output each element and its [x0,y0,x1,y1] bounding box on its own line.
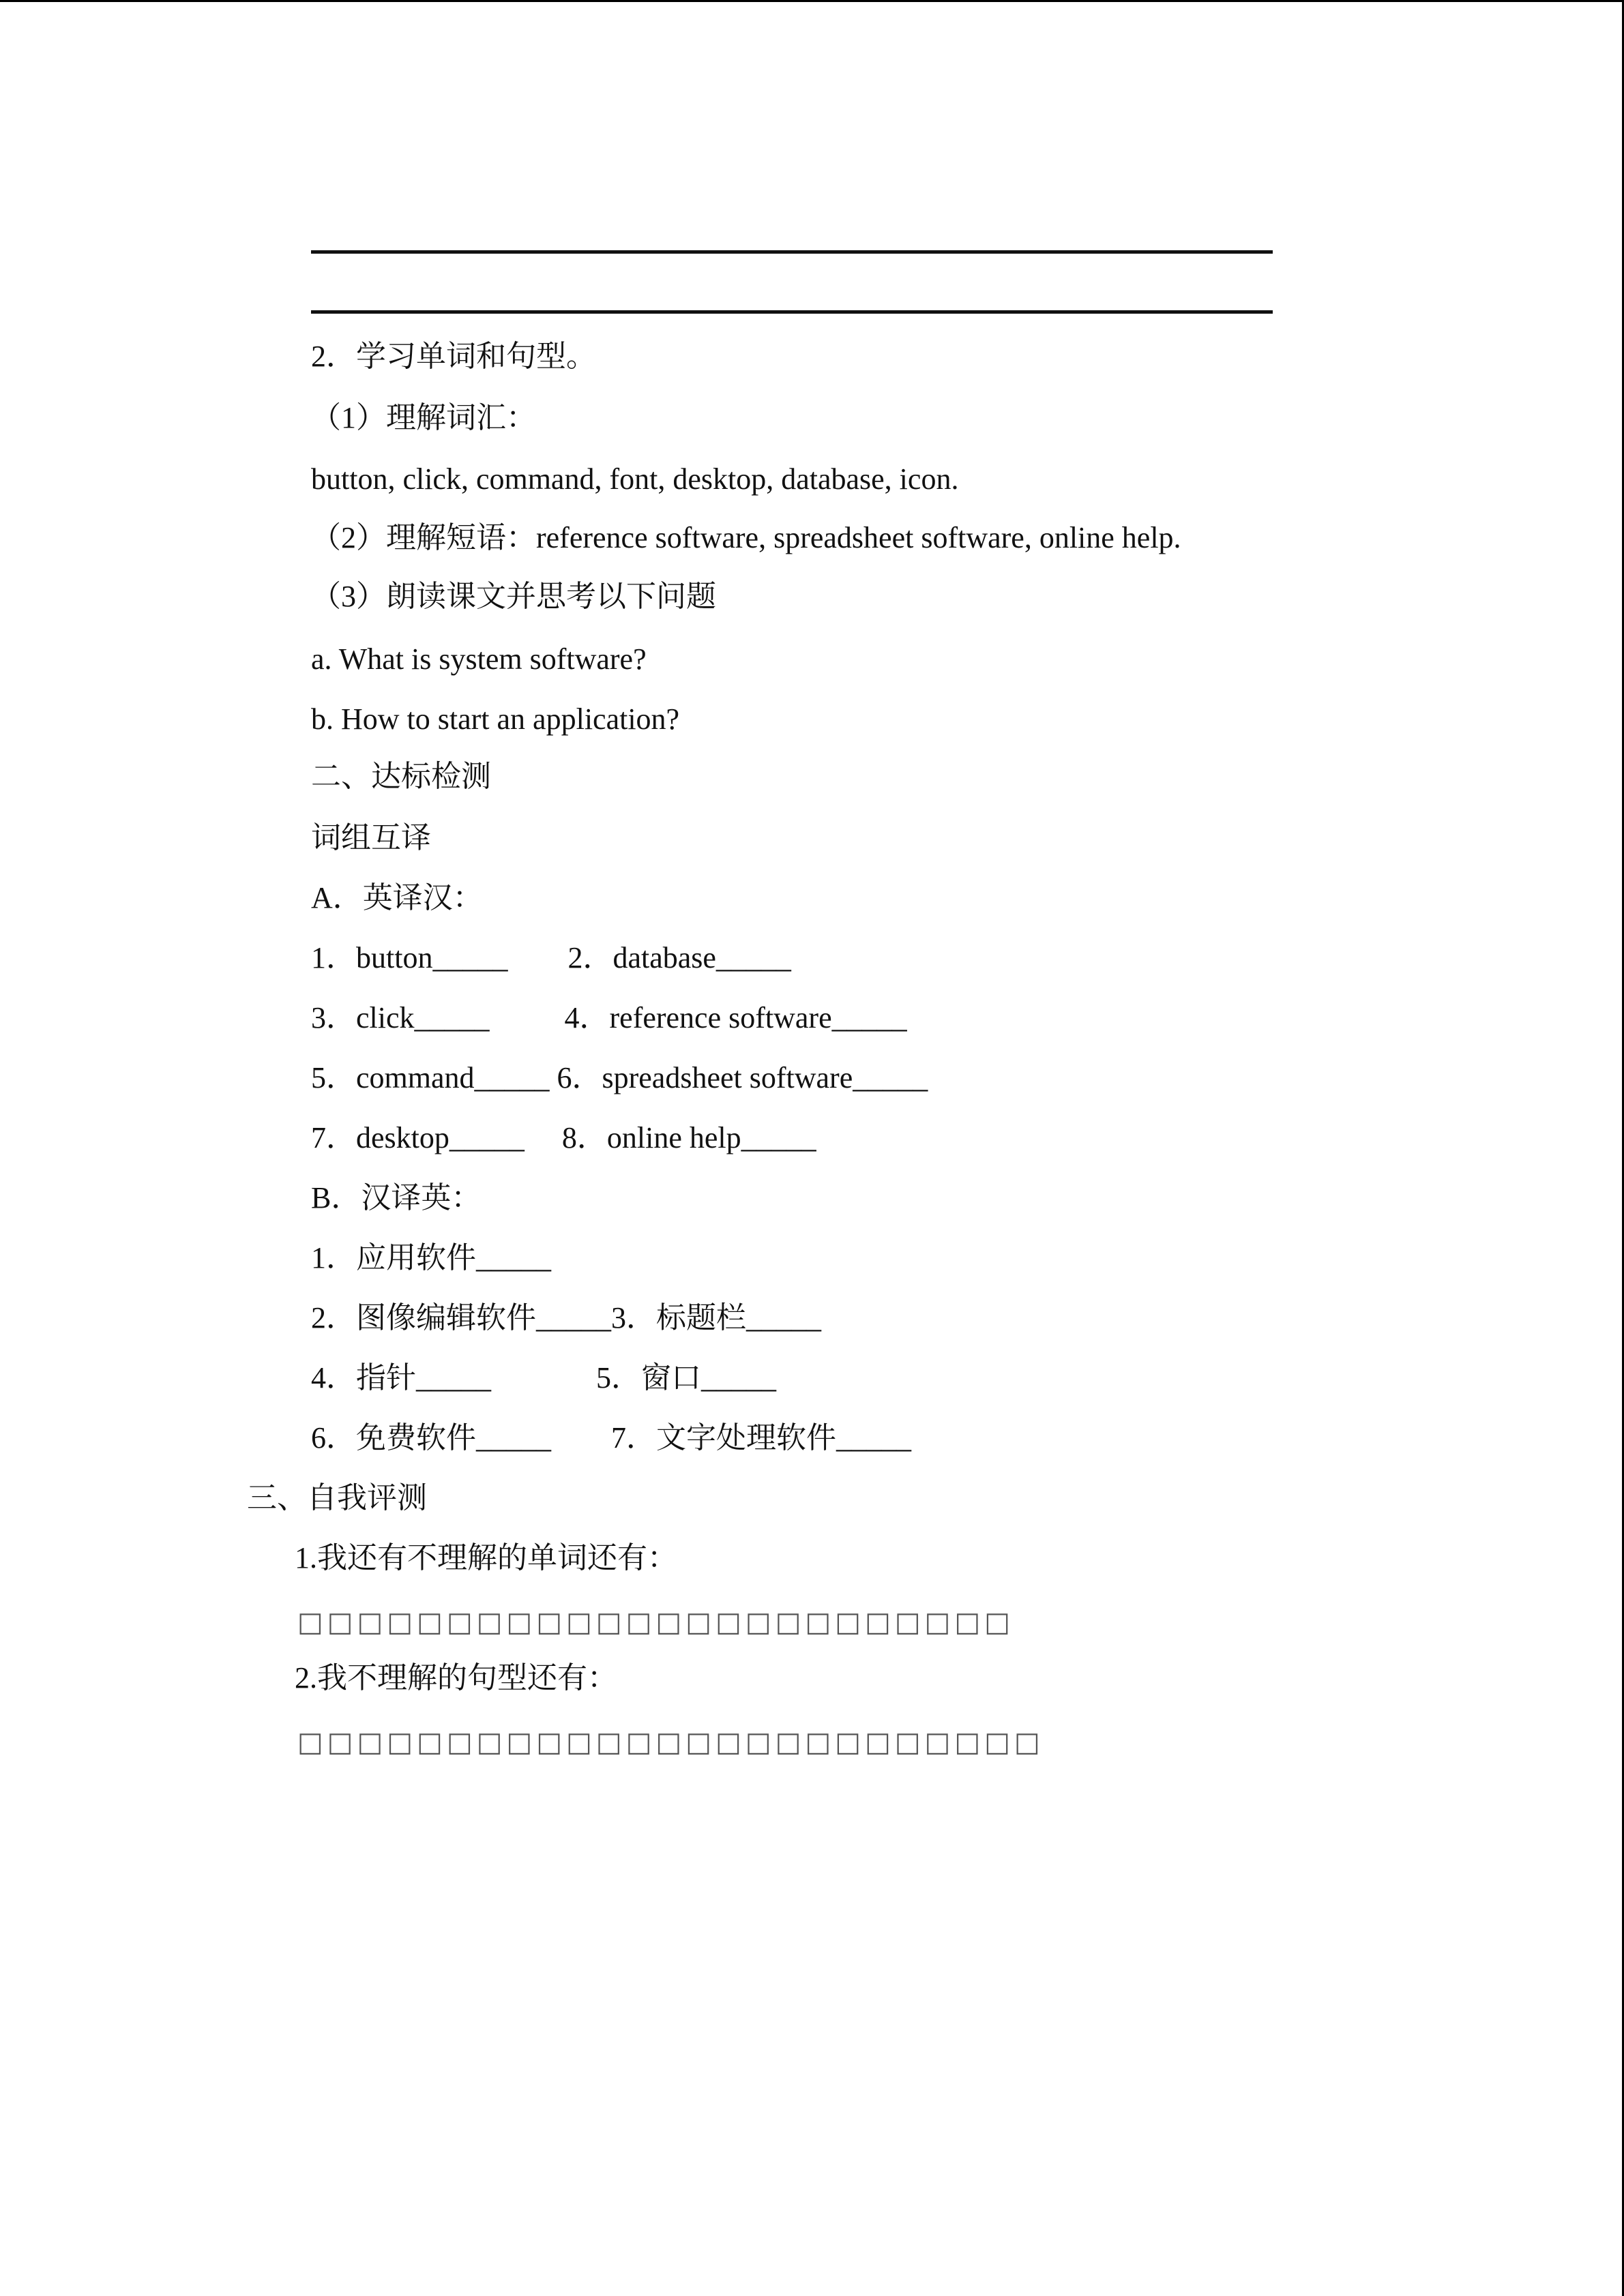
reading-heading: （3）朗读课文并思考以下问题 [311,580,716,613]
item-2-heading: 2．学习单词和句型。 [311,340,596,373]
part-b-row: 1．应用软件_____ [311,1241,551,1274]
answer-boxes: □□□□□□□□□□□□□□□□□□□□□□□□□ [297,1727,1044,1758]
part-b-row: 2．图像编辑软件_____3．标题栏_____ [311,1301,821,1335]
self-eval-item-1: 1.我还有不理解的单词还有： [295,1541,677,1575]
phrases-line: （2）理解短语：reference software, spreadsheet software, online help. [311,521,1181,554]
question-b: b. How to start an application? [311,702,680,736]
part-a-row: 3．click_____ 4．reference software_____ [311,1001,907,1034]
part-a-title: A．英译汉： [311,881,483,914]
section-3-title: 三、自我评测 [247,1481,427,1515]
part-b-row: 6．免费软件_____ 7．文字处理软件_____ [311,1421,911,1455]
part-a-row: 1．button_____ 2．database_____ [311,941,791,974]
part-b-row: 4．指针_____ 5．窗口_____ [311,1361,776,1395]
answer-line [311,250,1273,254]
part-b-title: B．汉译英： [311,1181,482,1214]
section-2-subtitle: 词组互译 [311,821,431,854]
answer-line [311,310,1273,314]
answer-boxes: □□□□□□□□□□□□□□□□□□□□□□□□ [297,1607,1015,1638]
part-a-row: 5．command_____ 6．spreadsheet software_____ [311,1061,928,1094]
self-eval-item-2: 2.我不理解的句型还有： [295,1661,617,1695]
vocab-heading: （1）理解词汇： [311,401,536,434]
section-2-title: 二、达标检测 [311,760,491,793]
question-a: a. What is system software? [311,642,647,676]
part-a-row: 7．desktop_____ 8．online help_____ [311,1121,816,1154]
vocab-words: button, click, command, font, desktop, database, icon. [311,462,959,496]
